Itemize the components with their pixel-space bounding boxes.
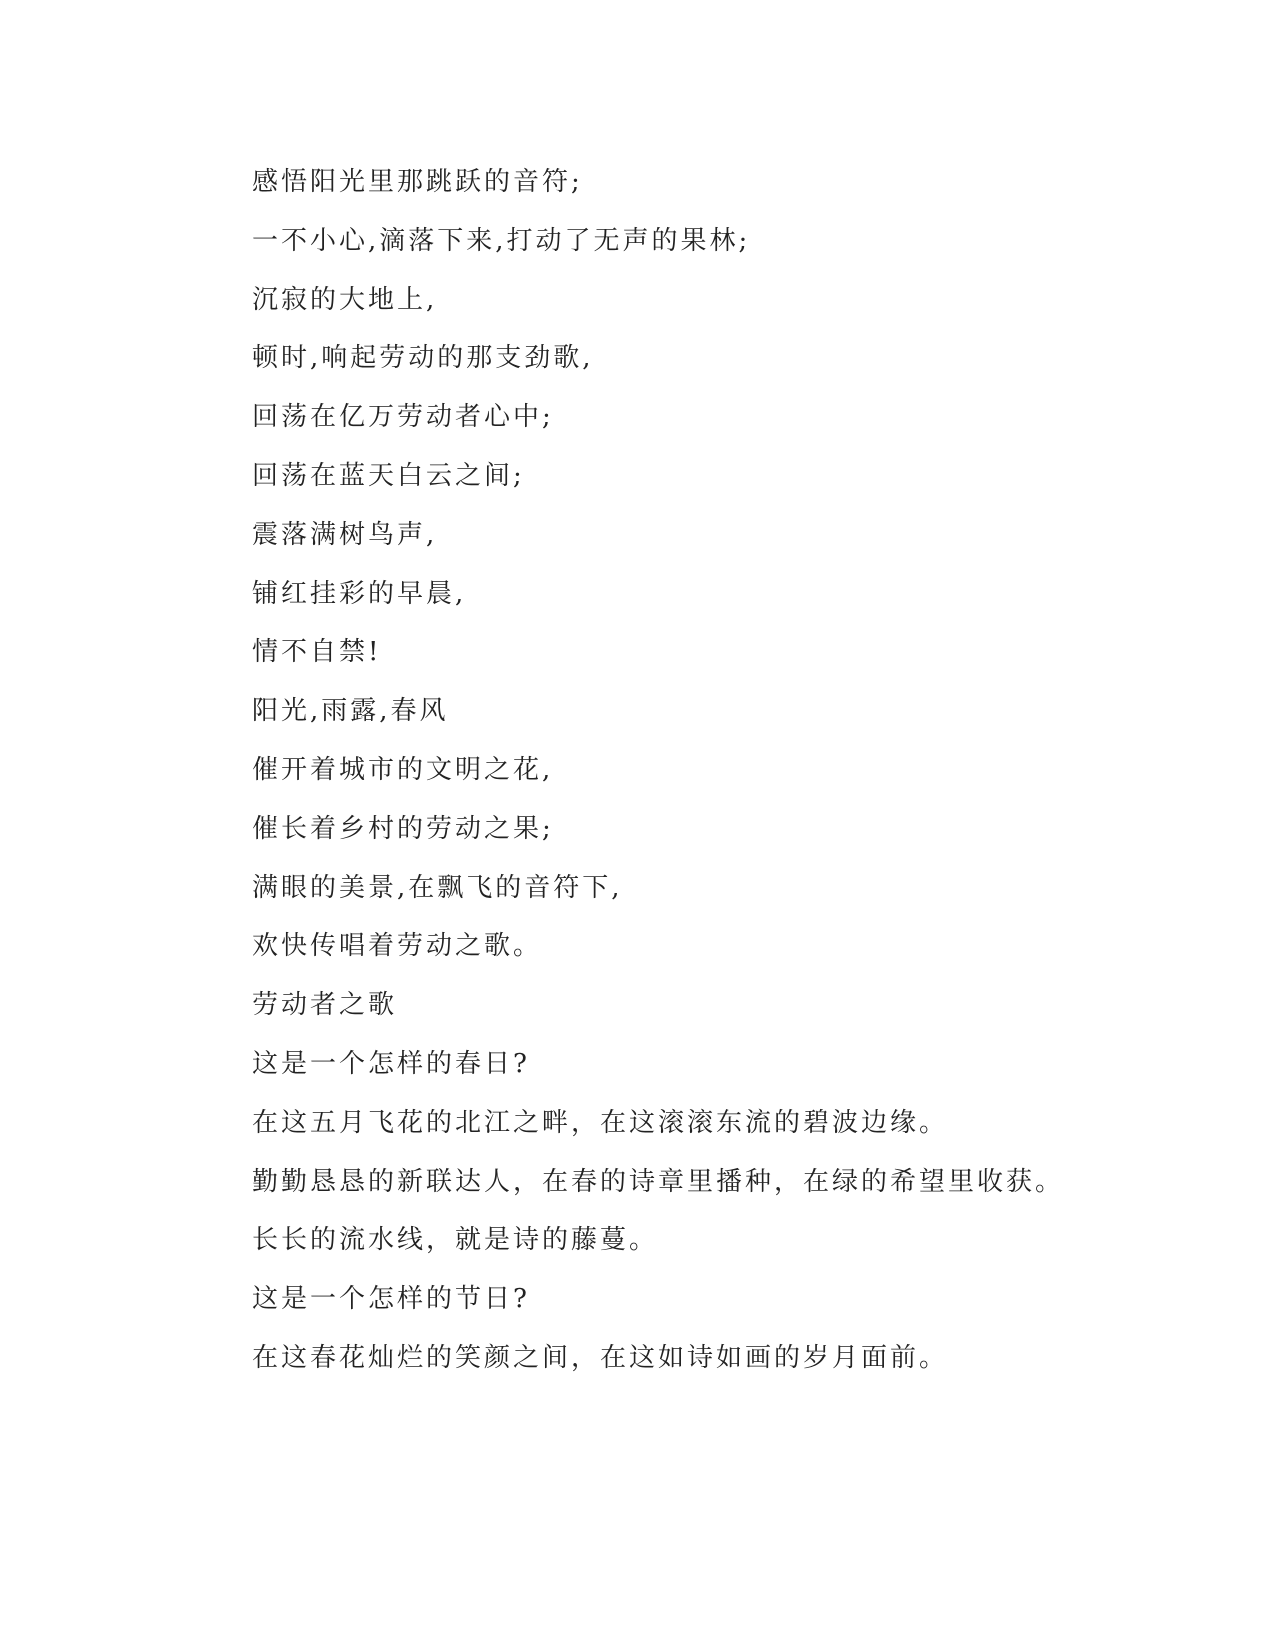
- text-line: 勤勤恳恳的新联达人，在春的诗章里播种，在绿的希望里收获。: [252, 1166, 1065, 1197]
- text-line: 在这五月飞花的北江之畔，在这滚滚东流的碧波边缘。: [252, 1107, 949, 1138]
- text-line: 震落满树鸟声,: [252, 519, 438, 550]
- text-line: 欢快传唱着劳动之歌。: [252, 931, 543, 962]
- text-line: 这是一个怎样的节日?: [252, 1284, 530, 1315]
- text-line: 铺红挂彩的早晨,: [252, 578, 467, 609]
- text-line: 催开着城市的文明之花,: [252, 754, 554, 785]
- text-line: 阳光,雨露,春风: [252, 696, 449, 727]
- text-line: 长长的流水线，就是诗的藤蔓。: [252, 1225, 659, 1256]
- text-line: 沉寂的大地上,: [252, 284, 438, 315]
- text-line: 顿时,响起劳动的那支劲歌,: [252, 343, 594, 374]
- text-line: 这是一个怎样的春日?: [252, 1048, 530, 1079]
- text-line: 在这春花灿烂的笑颜之间，在这如诗如画的岁月面前。: [252, 1342, 949, 1373]
- text-line: 一不小心,滴落下来,打动了无声的果林;: [252, 225, 751, 256]
- text-line: 情不自禁!: [252, 637, 382, 668]
- text-line: 回荡在蓝天白云之间;: [252, 460, 525, 491]
- text-line: 回荡在亿万劳动者心中;: [252, 402, 554, 433]
- text-line: 感悟阳光里那跳跃的音符;: [252, 167, 583, 197]
- text-line: 满眼的美景,在飘飞的音符下,: [252, 872, 623, 903]
- poem-body: [252, 162, 1152, 1397]
- section-title: 劳动者之歌: [252, 990, 398, 1021]
- text-line: 催长着乡村的劳动之果;: [252, 813, 554, 844]
